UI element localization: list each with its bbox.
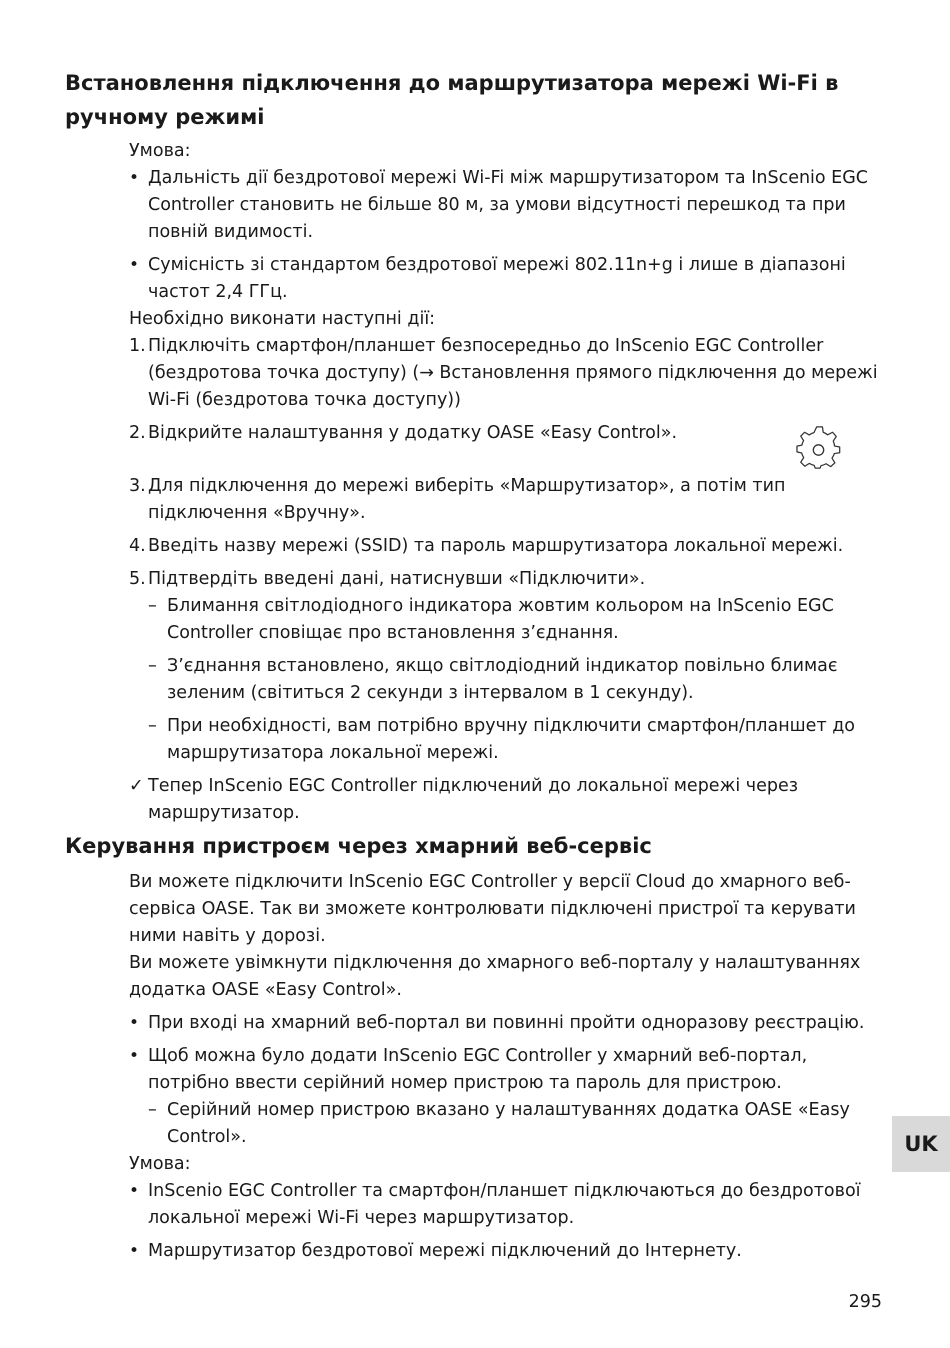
list-item: • InScenio EGC Controller та смартфон/планшет підключаються до бездротової локальної мережі Wi-Fi через маршрутизатор. (129, 1178, 881, 1232)
step-number: 2. (129, 423, 146, 443)
step-text: Для підключення до мережі виберіть «Маршрутизатор», а потім тип підключення «Вручну». (148, 476, 786, 523)
list-item-text: Щоб можна було додати InScenio EGC Controller у хмарний веб-портал, потрібно ввести серійний номер пристрою та пароль для пристрою. (148, 1046, 808, 1093)
condition-label: Умова: (129, 141, 191, 161)
step-number: 4. (129, 536, 146, 556)
section-cloud-body (129, 869, 881, 1265)
gear-icon (795, 425, 843, 473)
cloud-sub-bullets (129, 1097, 881, 1151)
section-heading-cloud: Керування пристроєм через хмарний веб-сервіс (65, 834, 652, 858)
final-result (129, 773, 881, 827)
list-item: – Серійний номер пристрою вказано у налаштуваннях додатка OASE «Easy Control». (129, 1097, 881, 1151)
check-icon: ✓ (129, 776, 144, 796)
steps-list (129, 333, 881, 593)
condition-label: Умова: (129, 1154, 191, 1174)
list-item: • Сумісність зі стандартом бездротової мережі 802.11n+g і лише в діапазоні частот 2,4 ГГц. (129, 252, 881, 306)
list-item: – З’єднання встановлено, якщо світлодіодний індикатор повільно блимає зеленим (світиться 2 секунди з інтервалом в 1 секунду). (129, 653, 881, 707)
step-text: Відкрийте налаштування у додатку OASE «Easy Control». (148, 423, 678, 443)
list-item (129, 333, 881, 414)
paragraph: Ви можете увімкнути підключення до хмарного веб-порталу у налаштуваннях додатка OASE «Easy Control». (129, 953, 861, 1000)
steps-label: Необхідно виконати наступні дії: (129, 309, 436, 329)
step-text: Введіть назву мережі (SSID) та пароль маршрутизатора локальної мережі. (148, 536, 844, 556)
list-item (129, 533, 881, 560)
list-item (129, 420, 881, 447)
paragraph: Ви можете підключити InScenio EGC Controller у версії Cloud до хмарного веб-сервіса OASE. Так ви зможете контролювати підключені пристрої та керувати ними навіть у дорозі. (129, 872, 856, 946)
list-item: – Блимання світлодіодного індикатора жовтим кольором на InScenio EGC Controller сповіщає про встановлення з’єднання. (129, 593, 881, 647)
list-item: • Маршрутизатор бездротової мережі підключений до Інтернету. (129, 1238, 881, 1265)
section-heading-manual-wifi: Встановлення підключення до маршрутизатора мережі Wi-Fi в ручному режимі (65, 71, 839, 129)
list-item: • Дальність дії бездротової мережі Wi-Fi між маршрутизатором та InScenio EGC Controller становить не більше 80 м, за умови відсутності перешкод та при повній видимості. (129, 165, 881, 246)
list-item: – При необхідності, вам потрібно вручну підключити смартфон/планшет до маршрутизатора локальної мережі. (129, 713, 881, 767)
result-list (129, 593, 881, 767)
conditions-list (129, 1178, 881, 1265)
list-item (129, 1043, 881, 1097)
language-tab: UK (892, 1116, 950, 1172)
list-item (129, 566, 881, 593)
list-item: • При вході на хмарний веб-портал ви повинні пройти одноразову реєстрацію. (129, 1010, 881, 1037)
step-text: Підключіть смартфон/планшет безпосередньо до InScenio EGC Controller (бездротова точка доступу) (→ Встановлення прямого підключення до мережі Wi-Fi (бездротова точка доступу)) (148, 336, 878, 410)
cloud-bullets (129, 1010, 881, 1097)
step-text: Підтвердіть введені дані, натиснувши «Підключити». (148, 569, 646, 589)
section-manual-wifi-body (129, 138, 881, 827)
step-number: 5. (129, 569, 146, 589)
final-result-text: Тепер InScenio EGC Controller підключений до локальної мережі через маршрутизатор. (148, 776, 799, 823)
page-number: 295 (848, 1292, 882, 1312)
step-number: 1. (129, 336, 146, 356)
conditions-list (129, 165, 881, 306)
list-item (129, 473, 881, 527)
step-number: 3. (129, 476, 146, 496)
